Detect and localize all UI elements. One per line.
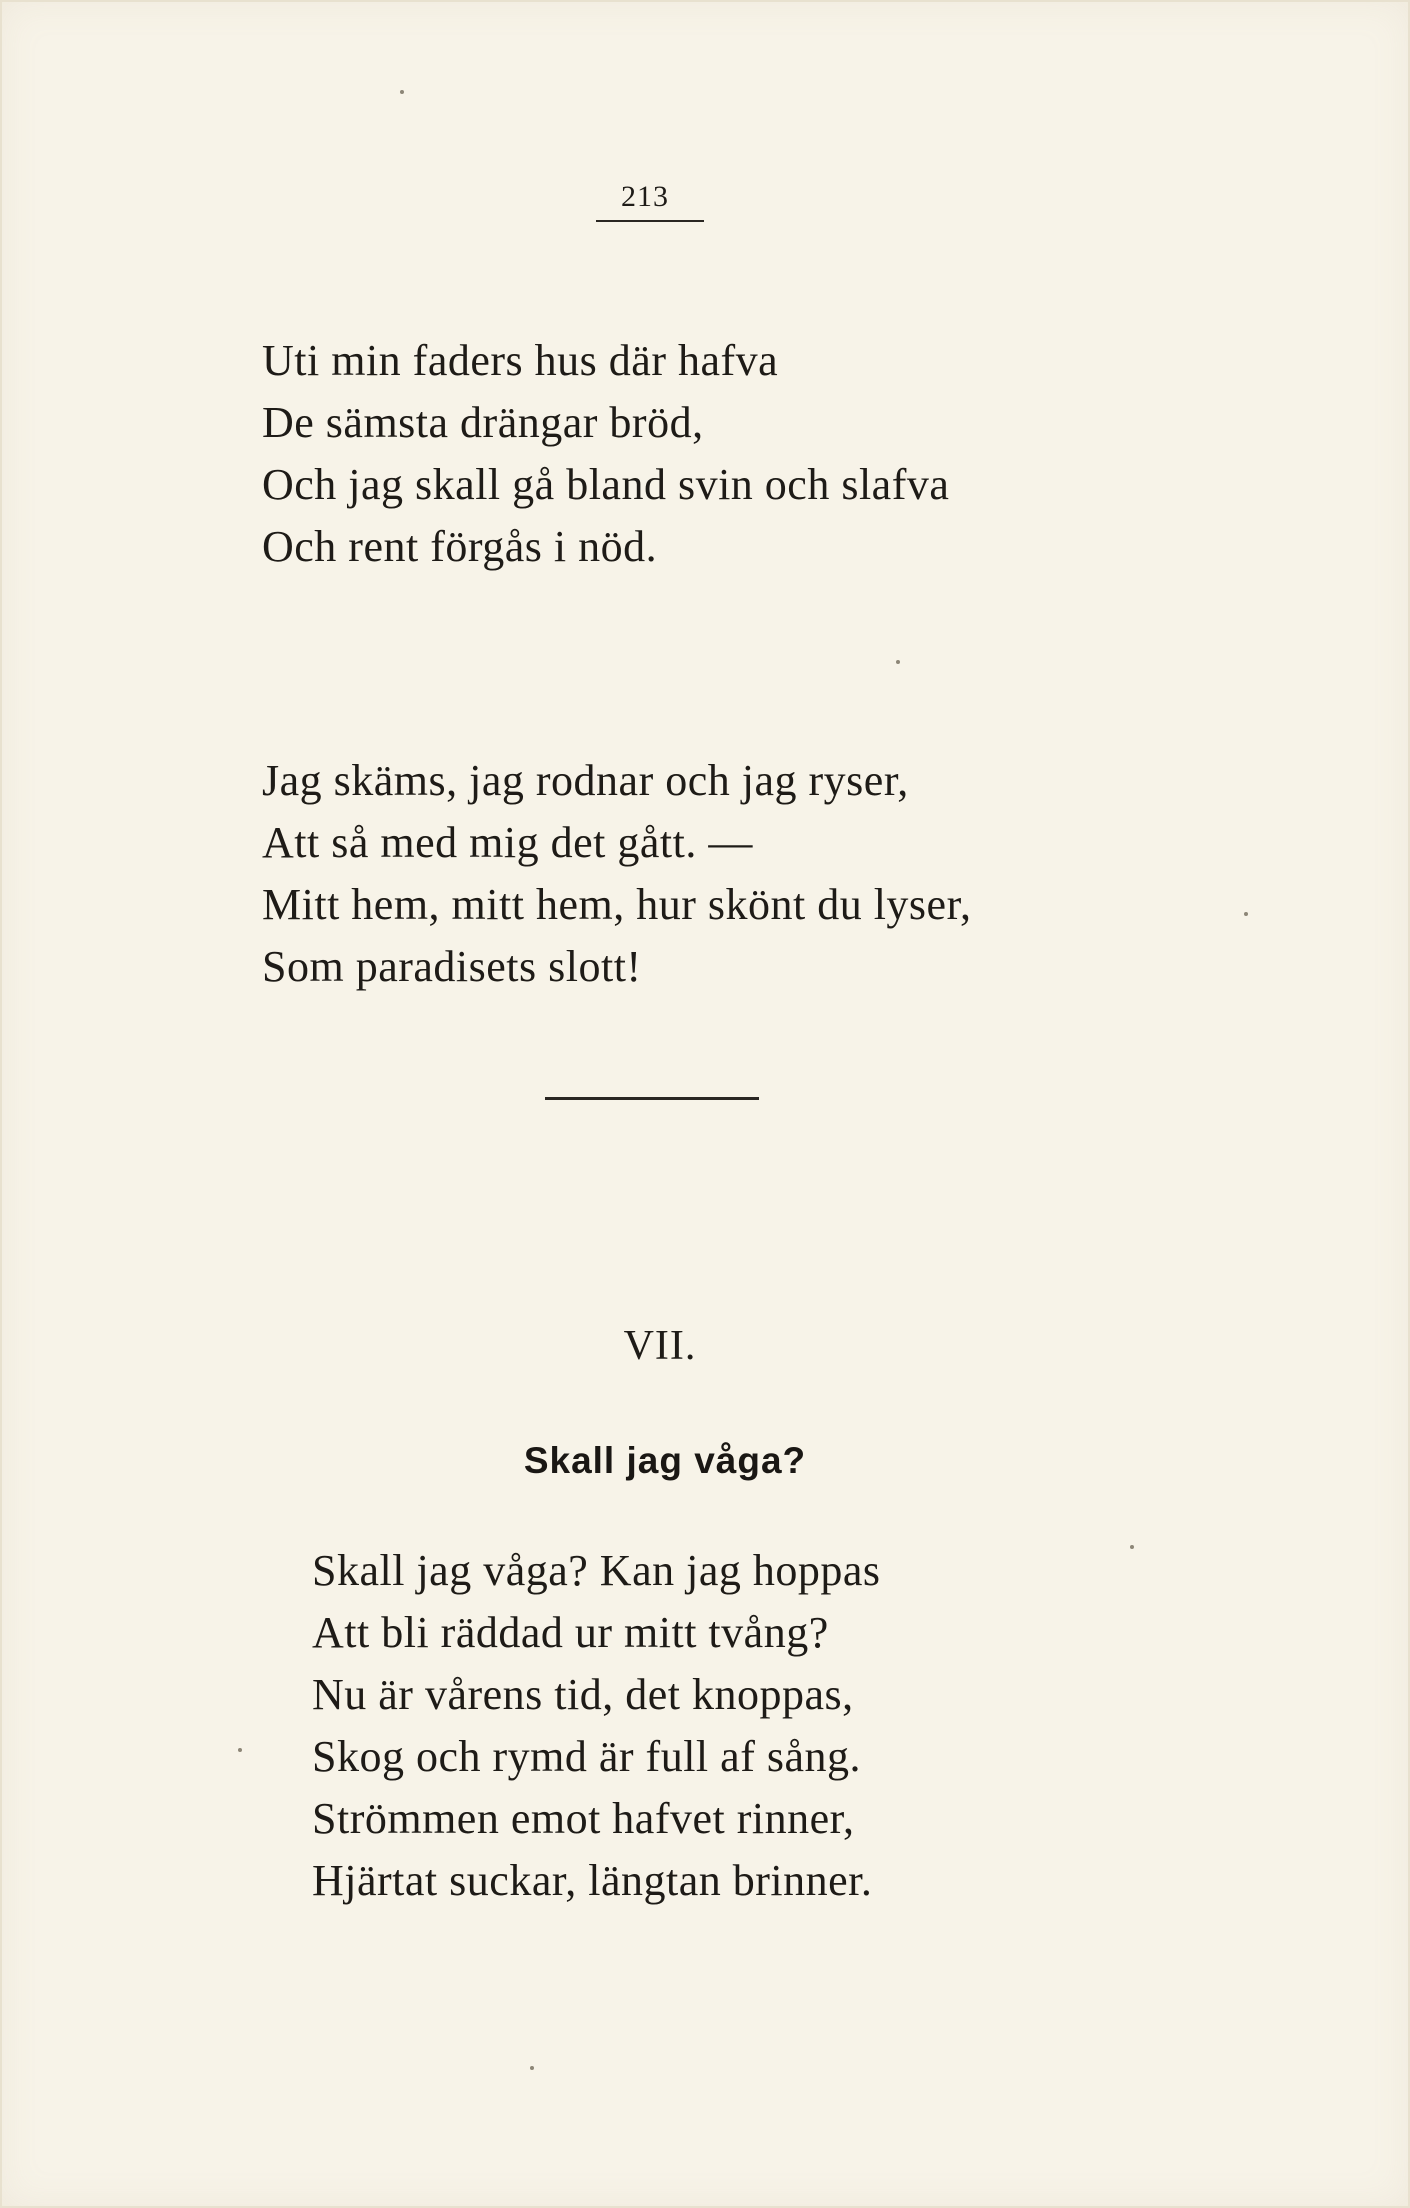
paper-speck	[530, 2066, 534, 2070]
section-divider	[545, 1097, 759, 1100]
paper-speck	[238, 1748, 242, 1752]
paper-speck	[896, 660, 900, 664]
stanza	[312, 1540, 881, 1912]
page-number-underline	[596, 220, 704, 222]
poem-line: Hjärtat suckar, längtan brinner.	[312, 1856, 873, 1905]
poem-line: Nu är vårens tid, det knoppas,	[312, 1670, 854, 1719]
poem-title: Skall jag våga?	[523, 1440, 807, 1481]
stanza	[262, 750, 971, 998]
poem-line: Att bli räddad ur mitt tvång?	[312, 1608, 829, 1657]
poem-line: Uti min faders hus där hafva	[262, 336, 779, 385]
poem-line: Att så med mig det gått. —	[262, 818, 753, 867]
poem-line: De sämsta drängar bröd,	[262, 398, 704, 447]
paper-speck	[400, 90, 404, 94]
section-number: VII.	[623, 1323, 697, 1369]
poem-line: Strömmen emot hafvet rinner,	[312, 1794, 855, 1843]
paper-speck	[1244, 912, 1248, 916]
poem-line: Skall jag våga? Kan jag hoppas	[312, 1546, 881, 1595]
paper-speck	[1130, 1545, 1134, 1549]
poem-line: Jag skäms, jag rodnar och jag ryser,	[262, 756, 909, 805]
poem-line: Mitt hem, mitt hem, hur skönt du lyser,	[262, 880, 972, 929]
poem-line: Skog och rymd är full af sång.	[312, 1732, 861, 1781]
page-number: 213	[621, 180, 669, 213]
poem-line: Som paradisets slott!	[262, 942, 642, 991]
poem-line: Och jag skall gå bland svin och slafva	[262, 460, 950, 509]
stanza	[262, 330, 949, 578]
poem-line: Och rent förgås i nöd.	[262, 522, 658, 571]
